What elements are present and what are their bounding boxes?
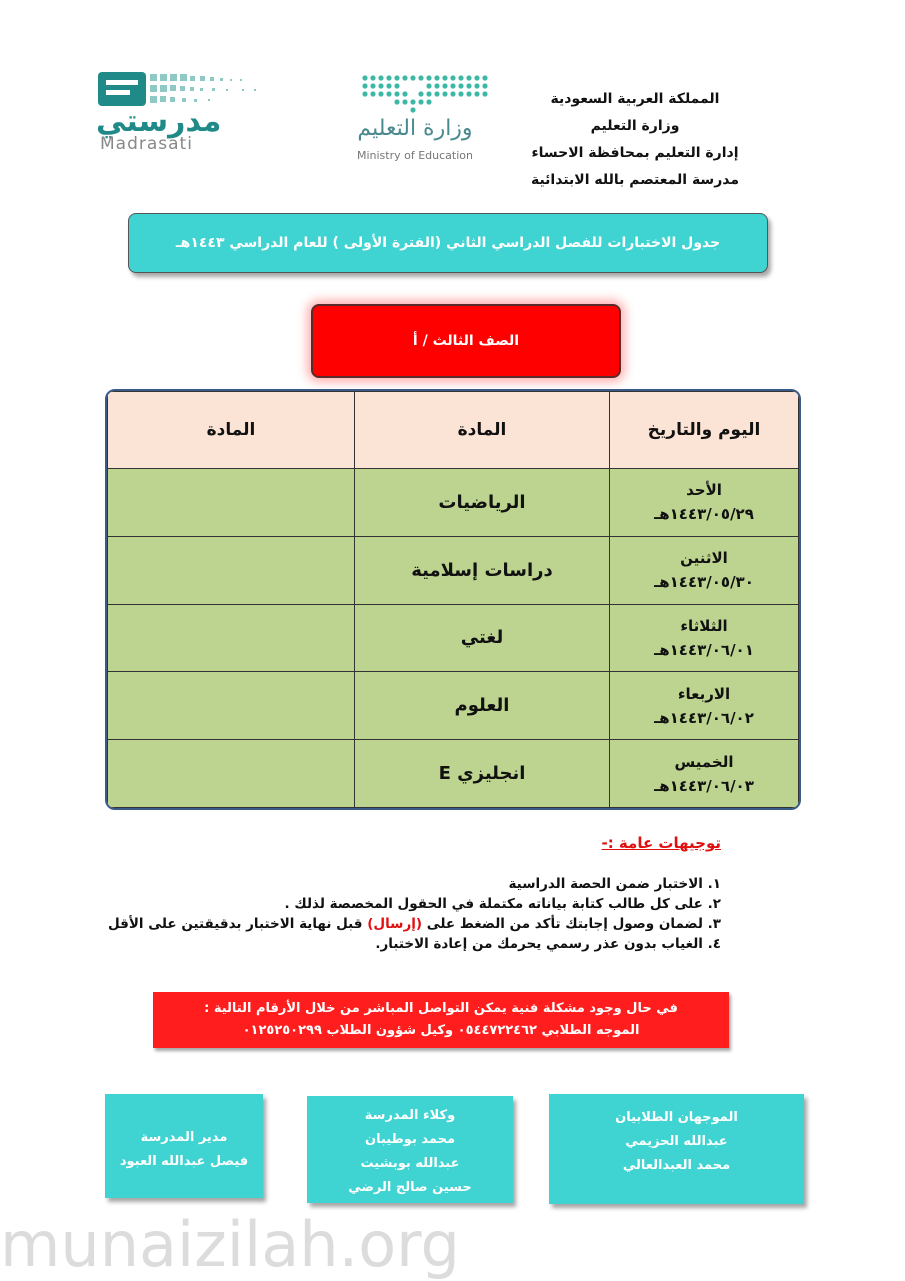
guidelines-list bbox=[107, 874, 721, 954]
day-cell bbox=[610, 536, 799, 604]
subject-cell: الرياضيات bbox=[355, 469, 610, 537]
counselor-name: محمد العبدالعالي bbox=[622, 1158, 731, 1173]
ministry-name-english: Ministry of Education bbox=[356, 149, 473, 162]
header-subject-2: المادة bbox=[108, 392, 355, 469]
send-highlight: (إرسال) bbox=[367, 916, 423, 932]
school-header bbox=[505, 86, 765, 194]
list-item bbox=[107, 914, 721, 934]
header-day-date: اليوم والتاريخ bbox=[610, 392, 799, 469]
subject-cell: دراسات إسلامية bbox=[355, 536, 610, 604]
subject2-cell bbox=[108, 604, 355, 672]
day-date: ١٤٤٣/٠٦/٠٣هـ bbox=[654, 776, 754, 795]
exam-schedule-table bbox=[105, 389, 801, 810]
subject-cell: العلوم bbox=[355, 672, 610, 740]
deputies-signature-box bbox=[307, 1096, 513, 1203]
day-cell bbox=[610, 604, 799, 672]
day-name: الاربعاء bbox=[677, 684, 731, 703]
item-number: ٣. bbox=[707, 916, 721, 932]
header-line-country: المملكة العربية السعودية bbox=[550, 91, 720, 107]
table-row bbox=[108, 469, 799, 537]
deputy-name: محمد بوطيبان bbox=[364, 1132, 456, 1147]
principal-signature-box bbox=[105, 1094, 263, 1198]
item-number: ٤. bbox=[707, 936, 721, 952]
table-header-row bbox=[108, 392, 799, 469]
day-cell bbox=[610, 672, 799, 740]
principal-title: مدير المدرسة bbox=[140, 1130, 228, 1145]
subject2-cell bbox=[108, 469, 355, 537]
watermark-text: munaizilah.org bbox=[0, 1208, 460, 1281]
class-label: الصف الثالث / أ bbox=[311, 304, 621, 378]
header-subject: المادة bbox=[355, 392, 610, 469]
support-line-2: الموجه الطلابي ٠٥٤٤٧٢٢٤٦٢ وكيل شؤون الطلاب ٠١٢٥٢٥٠٢٩٩ bbox=[242, 1023, 640, 1038]
madrasati-name-english: Madrasati bbox=[100, 134, 193, 154]
item-text-after: قبل نهاية الاختبار بدقيقتين على الأقل bbox=[107, 916, 363, 932]
day-date: ١٤٤٣/٠٥/٢٩هـ bbox=[654, 505, 754, 524]
counselors-title: الموجهان الطلابيان bbox=[615, 1110, 738, 1125]
table-row bbox=[108, 740, 799, 808]
subject-cell: لغتي bbox=[355, 604, 610, 672]
list-item bbox=[161, 934, 721, 954]
item-number: ٢. bbox=[707, 896, 721, 912]
list-item bbox=[161, 874, 721, 894]
item-text: الغياب بدون عذر رسمي يحرمك من إعادة الاختبار. bbox=[375, 936, 703, 952]
deputies-title: وكلاء المدرسة bbox=[364, 1108, 456, 1123]
day-date: ١٤٤٣/٠٦/٠١هـ bbox=[654, 640, 754, 659]
ministry-name-arabic: وزارة التعليم bbox=[357, 116, 473, 141]
day-name: الأحد bbox=[686, 481, 722, 500]
day-name: الثلاثاء bbox=[680, 616, 728, 635]
counselors-signature-box bbox=[549, 1094, 804, 1204]
day-cell bbox=[610, 740, 799, 808]
day-date: ١٤٤٣/٠٦/٠٢هـ bbox=[654, 708, 754, 727]
principal-name: فيصل عبدالله العبود bbox=[119, 1154, 249, 1169]
day-name: الاثنين bbox=[680, 549, 728, 568]
list-item bbox=[161, 894, 721, 914]
table-row bbox=[108, 604, 799, 672]
header-line-school: مدرسة المعتصم بالله الابتدائية bbox=[530, 172, 740, 188]
guidelines-title: توجيهات عامة :- bbox=[601, 834, 721, 852]
subject-cell: انجليزي E bbox=[355, 740, 610, 808]
item-text-before: لضمان وصول إجابتك تأكد من الضغط على bbox=[426, 916, 703, 932]
deputy-name: حسين صالح الرضي bbox=[348, 1180, 472, 1195]
header-line-ministry: وزارة التعليم bbox=[590, 118, 680, 134]
counselor-name: عبدالله الحزيمي bbox=[625, 1134, 728, 1149]
subject2-cell bbox=[108, 740, 355, 808]
day-date: ١٤٤٣/٠٥/٣٠هـ bbox=[654, 573, 754, 592]
schedule-title: جدول الاختبارات للفصل الدراسي الثاني (الفترة الأولى ) للعام الدراسي ١٤٤٣هـ bbox=[128, 213, 768, 273]
table-row bbox=[108, 536, 799, 604]
table-row bbox=[108, 672, 799, 740]
subject2-cell bbox=[108, 536, 355, 604]
day-name: الخميس bbox=[674, 752, 734, 771]
subject2-cell bbox=[108, 672, 355, 740]
item-text: الاختبار ضمن الحصة الدراسية bbox=[508, 876, 703, 892]
day-cell bbox=[610, 469, 799, 537]
deputy-name: عبدالله بوبشيت bbox=[360, 1156, 460, 1171]
item-number: ١. bbox=[707, 876, 721, 892]
item-text: على كل طالب كتابة بياناته مكتملة في الحقول المخصصة لذلك . bbox=[284, 896, 703, 912]
support-contact-box bbox=[153, 992, 729, 1048]
madrasati-name-arabic: مدرستي bbox=[96, 104, 222, 139]
header-line-department: إدارة التعليم بمحافظة الاحساء bbox=[531, 145, 739, 161]
support-line-1: في حال وجود مشكلة فنية يمكن التواصل المباشر من خلال الأرقام التالية : bbox=[204, 1001, 678, 1016]
